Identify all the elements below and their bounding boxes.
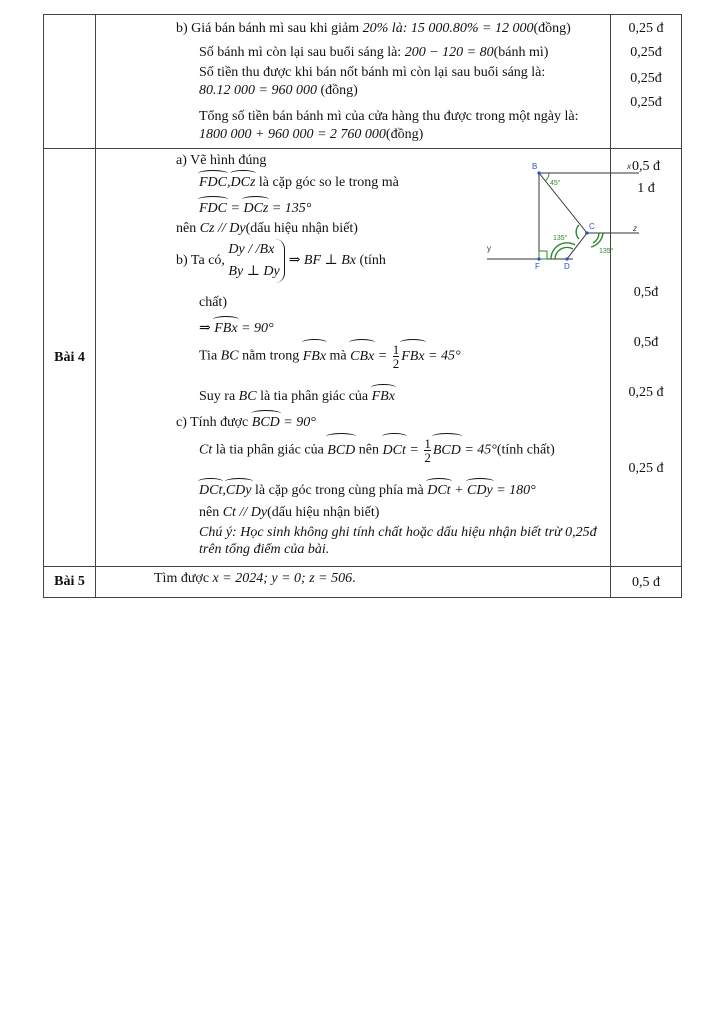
table-row [44,149,682,567]
content-cell [96,15,611,149]
row-label: Bài 4 [44,149,96,567]
score: 0,5 đ [632,575,660,590]
content-cell [96,567,611,598]
score-cell [611,149,682,567]
score: 0,5đ [633,335,659,350]
line-total-text: Tổng số tiền bán bánh mì của cửa hàng thu được trong một ngày là: [199,109,579,124]
line-c2: Ct là tia phân giác của BCD nên DCt = $\frac{1}{2}$ BCD = 45°(tính chất) [199,436,555,465]
line-remaining: Số bánh mì còn lại sau buổi sáng là: 200 − 120 = 80(bánh mì) [199,45,549,60]
line-c1: c) Tính được BCD = 90° [176,415,316,430]
table-row [44,567,682,598]
line-a: a) Vẽ hình đúng [176,153,267,168]
line-total-calc: 1800 000 + 960 000 = 2 760 000(đồng) [199,127,424,142]
line-c3: DCt,CDy là cặp góc trong cùng phía mà DCt + CDy = 180° [199,483,536,498]
label-angle-135-a: 135° [553,235,568,242]
score: 0,25đ [630,45,662,60]
row-label-empty [44,15,96,149]
line-money-text: Số tiền thu được khi bán nốt bánh mì còn lại sau buổi sáng là: [199,65,546,80]
label-F: F [535,262,540,271]
label-B: B [532,162,538,171]
line-a4: nên Cz // Dy(dấu hiệu nhận biết) [176,221,358,236]
score: 0,25đ [630,95,662,110]
line-b: b) Ta có, Dy / /Bx By ⊥ Dy ⇒ BF ⊥ Bx (tính [176,239,386,283]
score: 0,5đ [633,285,659,300]
score: 0,25đ [630,71,662,86]
line-a3: FDC = DCz = 135° [199,201,312,216]
label-C: C [589,222,595,231]
label-angle-45: 45° [550,180,561,187]
fraction-half: $\frac{1}{2}$ [392,342,400,371]
table-row [44,15,682,149]
label-z: z [633,224,637,233]
line-b3: ⇒ FBx = 90° [199,321,274,336]
line-b5: Suy ra BC là tia phân giác của FBx [199,389,395,404]
line-b4: Tia BC nằm trong FBx mà CBx = $\frac{1}{2}$ FBx = 45° [199,342,461,371]
line-bai5: Tìm được x = 2024; y = 0; z = 506. [154,571,356,586]
score: 0,25 đ [628,21,664,36]
answer-table [43,14,682,598]
label-angle-135-b: 135° [599,248,614,255]
label-y: y [487,244,491,253]
row-label: Bài 5 [44,567,96,598]
note-line-1: Chú ý: Học sinh không ghi tính chất hoặc dấu hiệu nhận biết trừ 0,25đ [199,525,597,540]
score: 1 đ [637,181,655,196]
line-c4: nên Ct // Dy(dấu hiệu nhận biết) [199,505,380,520]
score: 0,25 đ [628,385,664,400]
score: 0,5 đ [632,159,660,174]
line-b2: chất) [199,295,227,310]
line-a2: FDC,DCz là cặp góc so le trong mà [199,175,399,190]
score: 0,25 đ [628,461,664,476]
label-D: D [564,262,570,271]
score-cell [611,15,682,149]
content-cell [96,149,637,567]
fraction-half: $\frac{1}{2}$ [424,436,431,465]
score-cell [611,567,682,598]
line-money-calc: 80.12 000 = 960 000 (đồng) [199,83,358,98]
line-b-price: b) Giá bán bánh mì sau khi giảm 20% là: 15 000.80% = 12 000(đồng) [176,21,571,36]
label-x: x [627,162,631,171]
brace-system: Dy / /Bx By ⊥ Dy [228,239,284,283]
note-line-2: trên tổng điểm của bài. [199,542,330,557]
